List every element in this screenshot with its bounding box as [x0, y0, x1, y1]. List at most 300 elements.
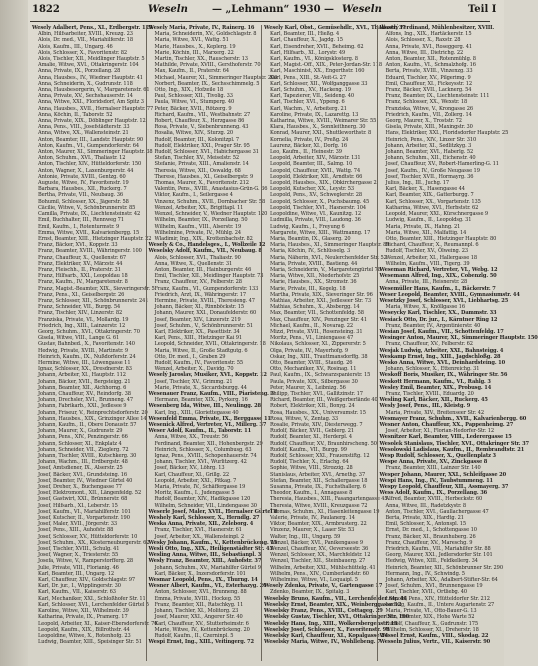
directory-entry-head: Wesenick Alfred, Vertreter, VI., Millerg. 37	[148, 422, 267, 428]
directory-entry: Rudolf, Kaufm., IV., Favoritenstr. 55	[154, 359, 243, 366]
directory-entry: Anna, Hausbesorgerin, V., Margaretenstr. 61	[38, 87, 150, 94]
directory-entry: Franz, Bäcker, XVI., Koppstr. 33	[38, 242, 118, 249]
directory-entry-head: Weskamp Ernst, Ing., XIII., Jagdschloßg. 28	[379, 353, 501, 360]
directory-entry: Ignaz, Schlosser, XX., Dresdnerstr. 83	[38, 366, 132, 373]
directory-entry: Georg, Schuhm., XVI., Ottakringerstr. 70	[38, 328, 140, 335]
directory-entry: Maria, Schneiderin, XV., Goldschlagstr. 8	[154, 31, 257, 38]
directory-entry: Wilhelmine, Witwe, VI., Loquaipl. 5	[270, 577, 358, 584]
directory-entry: Marie, Hausbes., X., Keplerg. 19	[154, 43, 236, 50]
directory-entry: Karl, Kaufm., VII., Kaiserstr. 63	[38, 589, 116, 596]
directory-entry-head: Wesemüller Hans, Kaufm., I., Bäckerstr. 7	[379, 285, 496, 292]
directory-entry: Wilhelm, Arbeiter, XXI., Mühlschüttelg. 41	[270, 564, 376, 571]
directory-entry: Hermine, Private, XVIII., Theresieng. 47	[154, 297, 255, 304]
directory-entry: Josef, Arbeiter, XI., Florian-Hedorfer-Str. 12	[385, 428, 495, 435]
directory-entry: Johann, Maurer, X., Gudrunstr. 29	[38, 428, 123, 435]
directory-entry: Karl, Tischler, XVI., Yppeng. 6	[270, 99, 345, 106]
directory-entry: Michael, Kaufm., II., Novarag. 22	[270, 322, 354, 329]
directory-entry: Friedrich, Arzt, IX., Währingerstr. 17	[154, 291, 247, 298]
directory-entry: Johann, Kaufm., II., Obere Donaustr. 57	[38, 422, 137, 428]
directory-entry: Maria, Witwe, XII., Malfattig. 14	[385, 229, 467, 236]
directory-entry: Alois, Schlosser, X., Raxstr. 28	[385, 37, 461, 44]
directory-entry: Franziska, Witwe, V., Krongasse 26	[385, 105, 473, 112]
directory-entry: Otto, Beamter, XVIII., Staudg. 26	[270, 359, 353, 366]
directory-entry: Josef, Bäcker, XVI., Grundsteing. 16	[38, 471, 127, 478]
directory-entry: Anna, Witwe, III., Dietrichg. 22	[385, 49, 464, 56]
directory-entry: Karl, Bäcker, X., Hasengasse 44	[385, 186, 465, 193]
directory-entry-head: Wesper Johann, Maurer, XXI., Schleifgasse 20	[379, 471, 507, 478]
directory-title: — „Lehmann“ 1930 —	[212, 4, 335, 15]
page-header	[0, 0, 504, 22]
directory-entry-head: Wesinger Anton, Maurer, XI., Simmeringer Hauptstr. 150	[379, 335, 538, 342]
directory-entry-head: Weselsky Josef, Schlosser, X., Favoritenstr. 98	[264, 626, 390, 633]
directory-entry: Anna, Schneiderin, X., Gudrunstr. 118	[38, 80, 133, 87]
directory-entry: Johann, Schuhm., XV., Mariahilfer Gürtel 9	[154, 564, 261, 571]
directory-entry-head: Weselsky Karl, Chauffeur, XI., Kopalgasse 24	[264, 632, 389, 639]
directory-entry: Franz, Fleischh., II., Praterstr. 31	[38, 266, 121, 273]
directory-entry: Josef, Chauffeur, XV., Robert-Hamerling-G. 11	[385, 161, 499, 168]
directory-entry-head: Wesely Karl, Obst., Gemüsehdlr., XVI., Thaliastr. 37	[264, 25, 406, 31]
directory-entry: Karl, Hilfsarb., XI., Lorystr. 49	[270, 49, 346, 56]
directory-entry: Rudolf, Chauffeur, X., Gudrunstr. 175	[385, 620, 479, 627]
directory-entry: Gustav, Bahnbed., X., Favoritenstr. 140	[38, 341, 135, 348]
directory-entry: Marie, Hausbes., XX., Stromstr. 36	[270, 279, 357, 286]
directory-entry: Friedrich, Ing., XIII., Lainzerstr. 12	[38, 322, 126, 329]
volume-part: Teil I	[468, 4, 497, 15]
directory-entry: Karl, Beamter, III., Ungarg. 12	[38, 570, 115, 577]
directory-entry: Franz, Beamter, XII., Ratschkyg. 11	[154, 601, 244, 608]
directory-entry: Richard, Chauffeur, X., Reumannpl. 6	[385, 242, 479, 249]
directory-entry: Josef, Bäcker, XV., Löhrg. 13	[154, 465, 225, 472]
directory-entry: Anna, Köchin, II., Taborstr. 52	[38, 111, 113, 118]
directory-entry: Leopold, Arbeiter, XIV., Märzstr. 131	[270, 155, 361, 162]
directory-entry: Maria, Witwe, XVI., Wattg. 51	[154, 37, 229, 44]
directory-entry: Johann, Chauffeur, XV., Reindorfg. 38	[38, 390, 131, 397]
directory-entry: Wenzel, Arbeiter, XI., Hallergasse 18	[385, 254, 477, 261]
directory-entry: Karl, Tischler, XVII., Ortliebg. 40	[385, 589, 468, 596]
directory-entry: Otto, Beamter, XIX., Hohe Warte 52	[385, 614, 475, 621]
directory-entry-head: Wesli Otto, Ing., XIX., Heiligenstädter Str. 43	[148, 546, 273, 553]
directory-entry: Karl, Chauffeur, XI., Grillg. 22	[154, 471, 229, 478]
directory-entry: Rudolf, Schlosser, XXI., Frauenstiftg. 12	[270, 453, 370, 460]
directory-entry: Konrad, Maurer, XXI., Shuttleworthstr. 8	[270, 130, 372, 137]
directory-entry: Franz, Beamter, IV., Argentinierstr. 40	[385, 322, 481, 329]
directory-entry: Josef, Schlosser, XV., Hütteldorferstr. 10	[38, 533, 138, 540]
directory-entry-head: Wesjak Ludwig, Arbeiter, XXI., Bahnsteigg. 4	[379, 347, 504, 354]
directory-entry: Anna, Private, IX., Porzellang. 28	[38, 68, 121, 75]
directory-entry: Martha, Private, XIX., Sieveringer Str. 96	[270, 291, 373, 298]
directory-entry: Leopold, Kutscher, XX., Leystr. 53	[270, 186, 355, 193]
directory-entry: Thomas, Maurer, X., Favoritenstr. 212	[154, 180, 249, 187]
directory-entry: Norbert, Beamter, IX., Sechsschimmelg. 5	[154, 80, 260, 87]
directory-entry: Hermann, Beamter, XIX., Pyrkerg. 16	[154, 397, 248, 404]
directory-entry: Marie, Köchin, III., Marxerg. 22	[154, 49, 234, 56]
directory-entry: Franz, Beamter, IX., Liechtensteinstr. 111	[385, 93, 490, 100]
directory-entry: Karoline, Witwe, XII., Wilhelmstr. 39	[38, 608, 129, 615]
directory-entry: Emil, Chauffeur, XI., Fickeysstr. 12	[385, 80, 472, 87]
directory-entry: Josef, Schuhm., XVI., Brunnengasse 19	[385, 583, 483, 590]
directory-entry: Leopold, Arbeiter, XI., Kaiser-Ebersdorferstr. 76	[38, 620, 158, 627]
directory-entry-head: Wesley Emil, Beamter, XIX., Probusg. 14	[379, 384, 492, 391]
directory-entry-head: Wessel Ernst, Kaufm., VIII., Skodag. 22	[379, 632, 489, 639]
directory-entry: Rosalia, Witwe, XIV., Sturzg. 20	[154, 130, 234, 137]
directory-entry: Maria, Hausbes., XI., Simmeringer Hauptstr. 89	[270, 242, 390, 249]
directory-entry: Walter, Ing., III., Ungarg. 59	[270, 533, 341, 540]
directory-entry: Karl, Pens., XIII., St.-Veit-G. 27	[270, 74, 346, 81]
directory-entry: Josef, Tischler, XVIII., Schulg. 41	[38, 546, 120, 553]
directory-entry: Amalie, Witwe, XVI., Ottakringerstr. 104	[38, 62, 139, 69]
directory-entry: Mathias, Schuhm., X., Absbergg. 14	[270, 304, 360, 311]
directory-entry: Ferdinand, Beamter, XII., Hohenbergstr. 29	[154, 440, 263, 447]
directory-entry: Anna, Private, III., Reisnerstr. 28	[385, 279, 468, 286]
directory-entry: Karl, Pens., XIII., Hietzinger Kai 91	[154, 335, 243, 342]
directory-entry: Ludwig, Kaufm., II., Untere Augartenstr. 27	[385, 601, 495, 608]
directory-entry: Wenzel, Bäcker, XVI., Panikengasse 9	[270, 539, 364, 546]
directory-entry: Paula, Private, XIX., Silbergasse 30	[270, 378, 358, 385]
directory-entry-head: Weskoff Boris, Musiker, IX., Währinger Str. 56	[379, 372, 508, 379]
directory-entry: Emil, Kaufm., I., Rotenturmstr. 9	[38, 223, 120, 230]
directory-entry: Johann, Arbeiter, XI., Sedlitzkyg. 3	[385, 142, 472, 149]
column-3	[261, 25, 410, 661]
directory-entry-head: Wespi Hans, Ing., IV., Taubstummeng. 11	[379, 477, 493, 484]
directory-entry: Anna, Witwe, XXI., Floridsdorf, Am Spitz 3	[38, 99, 144, 106]
directory-entry: Stanislaus, Arbeiter, XVI., Arnethg. 37	[270, 471, 366, 478]
directory-entry: Karl, Beamter, III., Hießg. 4	[270, 31, 340, 38]
directory-entry: Franz, Kaufm., IV., Margaretenstr. 8	[38, 279, 128, 286]
directory-entry: Emma, Private, XVIII., Hockeg. 55	[154, 595, 241, 602]
directory-entry: Josef, Wagner, X., Triesterstr. 55	[38, 552, 119, 559]
directory-entry: Katharina, Witwe, XVIII., Weimarer Str. 55	[270, 118, 377, 125]
directory-entry: Johann, Pens., XIV., Penzingerstr. 66	[38, 434, 128, 441]
directory-entry: Viktor, Kaufm., I., Seilergasse 4	[154, 192, 233, 199]
column-1	[30, 25, 158, 661]
directory-entry-head: Wesly Josef, Pens., III., Kleistg. 9	[379, 403, 471, 410]
directory-entry: Sophie, Witwe, VIII., Strozzig. 28	[270, 465, 353, 472]
directory-entry: Nikolaus, Schlosser, XI., Zippererstr. 5	[270, 341, 366, 348]
directory-entry: Josef, Maurer, XXI., Angerer Str. 40	[154, 614, 243, 621]
directory-entry: Karl, Eisendreher, XVII., Beheimg. 62	[270, 43, 364, 50]
directory-entry: Franz, Pens., XI., Geiselbergstr. 26	[38, 291, 125, 298]
directory-entry: Rosa, Witwe, V., Zentag. 33	[270, 415, 339, 422]
directory-entry: Theodor, Kaufm., I., Annagasse 8	[270, 490, 353, 497]
directory-entry: Johann, Tischler, XI., Molitorg. 23	[154, 608, 239, 615]
directory-entry: Moritz, Pens., VI., Liniengasse 47	[270, 335, 354, 342]
directory-entry: Rudolf, Bäcker, XVII., Geblerg. 21	[270, 428, 355, 435]
directory-entry: Johann, Schuhm., XII., Eichenstr. 40	[385, 155, 476, 162]
directory-entry: Franz, Beamter, XVIII., Währingerstr. 100	[38, 248, 142, 255]
column-2	[146, 25, 278, 661]
directory-entry: Moritz, Kaufm., I., Judengasse 5	[154, 490, 235, 497]
directory-entry: Franz, Tischler, XVIII., Eduardg. 20	[385, 390, 474, 397]
directory-entry: Hans, Elektriker, XXI., Floridsdorfer Hauptstr. 25	[385, 130, 509, 137]
directory-entry: Anton, Beamter, III., Hainburgerstr. 46	[154, 266, 252, 273]
directory-entry: Laurenz, Bäcker, XI., Dorfg. 16	[270, 142, 348, 149]
directory-entry-head: Weselý Jaroslav, Musiker, XVI., Koppstr. 12	[148, 372, 267, 379]
directory-entry: Franz, Hilfsarb., XXI., Leopoldau 18	[38, 273, 128, 280]
directory-entry: Katharina, Private, IX., Pramerg. 17	[38, 614, 128, 621]
directory-entry: Karl, Bäcker, X., Inzersdorferstr. 101	[154, 570, 246, 577]
directory-entry: Josef, Beamter, XIV., Linzerstr. 219	[154, 316, 241, 323]
directory-entry-head: Wesly Franz, Beamter, XIII., Auhofstr. 37	[148, 558, 262, 565]
directory-entry: Stefan, Tischler, XV., Meiselstr. 52	[154, 155, 240, 162]
directory-entry: Michael, Maurer, XI., Simmeringer Hauptstr. 200	[154, 74, 278, 81]
directory-entry: Rosa, Hausbes., XX., Universumstr. 15	[270, 409, 366, 416]
directory-entry: Leopoldine, Witwe, X., Rotenhofg. 23	[38, 632, 131, 639]
directory-entry-head: Weselsky Ernst, Beamter, XIX., Weinberggasse 12	[264, 601, 402, 608]
directory-entry: Maria, Köchin, IV., Schlüsselg. 3	[270, 248, 351, 255]
directory-entry: Josef, Tischler, XVII., Hormayrg. 36	[385, 173, 474, 180]
directory-entry: Camilla, Private, IX., Liechtensteinstr. 42	[38, 211, 141, 218]
directory-entry: Karl, Chauffeur, XV., Stutterheimstr. 6	[154, 620, 249, 627]
entry-columns	[30, 25, 538, 661]
directory-entry: Rudolf, Kaufm., VII., Burgg. 99	[270, 446, 347, 453]
directory-entry: Therese, Hausbes., XI., Geiselbergstr. 9	[154, 173, 254, 180]
directory-entry: Auguste, Witwe, IV., Favoritenstr. 19	[38, 180, 129, 187]
directory-entry: Franz, Tischler, XIV., Linzerstr. 82	[38, 310, 123, 317]
directory-entry: Josef, Hilfsarb., XI., Leberstr. 15	[38, 502, 118, 509]
directory-entry: Ernst, Dr. med., I., Schottengasse 10	[385, 527, 477, 534]
directory-entry-head: Weselý Ferdinand, Mühlenbesitzer, XVIII.	[379, 25, 495, 31]
directory-entry: Maria, Private, IV., Schäffergasse 19	[154, 484, 246, 491]
directory-entry-head: Wesely Adalbert, Pens., XI., Erdbergstr. 125	[32, 25, 153, 31]
directory-entry: Paula, Witwe, VI., Stumperg. 40	[154, 99, 235, 106]
directory-entry: Wenzel, Chauffeur, XV., Oeverseestr. 36	[270, 546, 369, 553]
directory-entry: Leo, Kaufm., II., Heinestr. 39	[270, 149, 342, 156]
directory-entry: Mathias, Arbeiter, XXI., Jedleseer Str. 73	[270, 297, 372, 304]
directory-entry: Maria, Witwe, II., Große Stadtgutg. 6	[154, 347, 248, 354]
directory-entry: Theresia, Witwe, XII., Oswaldg. 68	[154, 167, 241, 174]
directory-entry: Josef, Tischler, XV., Grimmg. 21	[154, 378, 233, 385]
directory-entry: Robert, Elektriker, XII., Bonyg. 24	[270, 403, 355, 410]
directory-entry: Johann, Hausbes., XIX., Grinzinger Allee 14	[38, 415, 147, 422]
directory-entry-head: Weselsky Adolf, Kaufm., VII., Neubaug. 8	[148, 248, 262, 255]
directory-entry: Leopoldine, Witwe, VI., Kaunitzg. 12	[270, 211, 361, 218]
directory-entry: Leopold, Schneider, XVII., Ottakringerstr. 18	[154, 341, 266, 348]
directory-entry-head: Wess Adolf, Kaufm., IX., Porzellang. 36	[379, 490, 488, 497]
directory-entry: Georg, Maurer, X., Troststr. 72	[385, 118, 462, 125]
directory-entry-head: Weshely Karl, Schlosser, X., Herndlg. 27	[148, 515, 260, 522]
directory-entry: Leopold, Pens., XIV., Hütteldorfer Str. 212	[385, 595, 490, 602]
directory-entry-head: Weselsky Bruno, Kaufm., VII., Lerchenfelder Str. 44	[264, 595, 408, 602]
directory-entry: Maria, Näherin, XVI., Neulerchenfelder Str. 52	[270, 254, 387, 261]
directory-entry: Anton, Tischler, XIV., Hütteldorferstr. 150	[38, 161, 142, 168]
directory-entry: Johann, Tischler, XVI., Wurlitzerg. 42	[154, 459, 247, 466]
directory-entry: Leopold, Schlosser, X., Puchsbaumg. 45	[270, 198, 370, 205]
directory-entry-head: Wesmar Leopold, Pens., IX., Thurng. 14	[148, 577, 258, 584]
directory-entry-head: Wesnitzer Karl, Beamter, VIII., Lederergasse 15	[379, 434, 512, 441]
directory-entry: Heinrich, Pens., XIV., Linzer Str. 310	[385, 136, 477, 143]
directory-entry: Josef, Pens., XIII., Auhofstr. 88	[38, 527, 114, 534]
directory-entry-head: Weseman Richard, Vertreter, VI., Webg. 12	[379, 266, 498, 273]
directory-entry: Susanna, Private, IX., Fuchsthallerg. 6	[270, 484, 366, 491]
page-gutter	[0, 0, 28, 666]
directory-entry: Leopold, Elektriker, XII., Arndtstr. 66	[270, 173, 363, 180]
directory-entry: Paul, Schlosser, XII., Tivolig. 33	[154, 93, 233, 100]
directory-entry: Leopold, Arbeiter, XXI., Pitkag. 7	[154, 477, 237, 484]
directory-entry: Katharina, Witwe, XVI., Herbststr. 62	[385, 204, 479, 211]
directory-entry-head: Wesolowski Ladislaus, Kaufm., II., Rembrandtstr. 21	[379, 446, 525, 453]
directory-entry: Anton, Schuhm., XVI., Thaliastr. 12	[38, 155, 126, 162]
directory-entry: Johann, Beamter, XVI., Haberlg. 52	[385, 149, 474, 156]
directory-entry-head: Wesemann Alfred, Ing., XIX., Cobenzlg. 50	[379, 273, 497, 280]
directory-entry: Olga, Private, IV., Mayerhofg. 9	[270, 347, 349, 354]
directory-entry-head: Wesenauer Franz, Kaufm., VIII., Piaristeng. 3	[148, 390, 274, 397]
directory-entry: Leopold, Hausbes., XIX., Obkirchergasse 2	[270, 180, 377, 187]
directory-entry: Rudolf, Beamter, XI., Herderpl. 4	[270, 434, 352, 441]
column-4	[377, 25, 538, 661]
directory-entry-head: Wespe Anna, Private, XV., Zinckgasse 8	[379, 459, 488, 466]
directory-entry: Albin, Hilfsarbeiter, XVIII., Kreuzg. 23	[38, 31, 133, 38]
directory-entry: Mathilde, Private, XVIII., Gersthoferstr. 70	[154, 62, 261, 69]
directory-entry: Wilhelm, Beamter, IX., Porzellang. 50	[154, 217, 248, 224]
header-rule	[30, 21, 490, 22]
directory-entry: Rudolf, Elektriker, XXI., Prager Str. 95	[154, 142, 250, 149]
directory-entry: Anna, Pens., VIII., Josefstädterstr. 33	[38, 124, 130, 131]
directory-entry: Johann, Arbeiter, XI., Hauptstr. 112	[38, 372, 126, 379]
directory-entry: Kornelia, Private, IV., Preßg. 24	[270, 136, 349, 143]
directory-entry: Wilhelm, Schneider, VII., Lindengasse 30	[154, 502, 257, 509]
directory-entry: Anton, Tischler, XVI., Gaullachergasse 47	[385, 508, 489, 515]
directory-entry: Johann, Schlosser, X., Ettenreichg. 31	[385, 366, 480, 373]
directory-entry: Ignaz, Pens., XVIII., Schopenhauerstr. 74	[154, 453, 257, 460]
directory-entry: Johann, Drechsler, XVI., Brunneng. 47	[38, 397, 134, 404]
directory-entry: Karl, Maschinist, XX., Engerthstr. 160	[270, 68, 365, 75]
directory-entry: Wilhelmine, Private, IV., Mühlg. 24	[154, 229, 242, 236]
directory-entry: Gisela, Private, XIII., Maxingstr. 30	[385, 124, 473, 131]
directory-entry-head: Wespi Ernst, Ing., XIII., Veitingerg. 72	[148, 639, 254, 646]
directory-entry: Leopold, Beamter, III., Salmg. 10	[270, 161, 353, 168]
directory-entry: Anna, Private, XVI., Roseggerg. 41	[385, 43, 472, 50]
directory-entry-head: Wesiack Otto, Dr. jur., I., Kärntner Ring 12	[379, 316, 498, 323]
directory-entry-head: Wesp Rudolf, Schlosser, X., Quellenplatz 3	[379, 453, 496, 460]
running-head-right: Weseln	[342, 4, 382, 15]
directory-entry: Josef, Kaufm., IV., Große Neugasse 19	[385, 167, 480, 174]
directory-entry-head: Wesenberg Ida, Witwe, III., Neulingg. 28	[148, 403, 261, 410]
directory-entry: Hermann, Ing., IV., Schwindg. 5	[385, 570, 465, 577]
directory-entry: Klara, Hausbes., X., Sonnleithnerg. 30	[270, 124, 366, 131]
directory-entry: Karl, Magist.-Off., XIX., Peter-Jordan-Str. 118	[270, 62, 382, 69]
directory-entry-head: Weselsky Maria, Witwe, IV., Wohllebeng. 7	[264, 639, 381, 646]
directory-entry: Wladimir, Ing., XIX., Krottenbachstr. 82	[154, 235, 253, 242]
directory-entry: Johann, Arbeiter, XX., Adalbert-Stifter-Str. 64	[385, 577, 498, 584]
directory-entry: Margarete, Witwe, XIII., Wattmanng. 17	[270, 229, 371, 236]
directory-entry: Ludwig, Beamter, XIII., Speisinger Str. 51	[38, 639, 142, 646]
directory-entry: Rudolf, Chauffeur, XV., Braunhirscheng. 50	[270, 440, 377, 447]
directory-entry-head: Weser Leopold, Beamter, XVIII., Gymnasiumstr. 44	[379, 291, 520, 298]
directory-entry: Rudolf, Beamter, XIV., Hadikgasse 120	[154, 496, 251, 503]
directory-entry: Bohumil, Schlosser, XX., Jägerstr. 58	[38, 198, 129, 205]
directory-entry: Franz, Elektriker, XV., Märzstr. 44	[38, 260, 123, 267]
directory-entry: Maria, Private, XVIII., Bastieng. 44	[270, 260, 358, 267]
directory-entry-head: Wesky Johann, Kaufm., V., Kettenbrückeng. 15	[148, 539, 278, 546]
directory-entry: Anna, Private, XV., Sechshauserstr. 14	[38, 93, 133, 100]
directory-entry: Barbara, Hausbes., XII., Ruckerg. 7	[38, 186, 127, 193]
directory-entry: Zdenko, Beamter, IX., Spitalg. 3	[270, 589, 350, 596]
directory-entry-head: Wesetzky Josef, Schlosser, XVI., Liebhartsg. 25	[379, 297, 509, 304]
directory-entry: Franz, Tischler, XVI., Hasnerstr. 61	[154, 527, 242, 534]
directory-entry: Marie, Private, III., Kegelg. 18	[270, 285, 346, 292]
directory-entry: Max, Beamter, VII., Schottenfeldg. 58	[270, 310, 364, 317]
directory-entry: Anton, Maurer, XI., Simmeringer Hauptstr. 38	[38, 149, 153, 156]
directory-entry: Alois, Tischler, XII., Meidlinger Hauptstr. 5	[38, 56, 145, 63]
directory-entry: Johann, Beamter, XII., Aichhorng. 6	[38, 384, 127, 391]
directory-entry: Franz, Chauffeur, XV., Felberstr. 62	[385, 341, 473, 348]
directory-entry: Karl, Chauffeur, X., Jagdg. 15	[270, 37, 343, 44]
directory-entry: Otto, Beamter, XIII., Hietzinger Hauptstr. 80	[385, 235, 497, 242]
directory-entry: Karoline, Private, IX., Lazarettg. 13	[270, 111, 359, 118]
directory-entry: Maria, Schneiderin, V., Margaretengürtel 78	[270, 266, 381, 273]
directory-entry: Anton, Kaufm., VI., Gumpendorferstr. 64	[38, 142, 140, 149]
directory-entry: Otto, Dr. med., I., Graben 29	[154, 353, 226, 360]
directory-entry: Julie, Private, VIII., Florianig. 46	[38, 564, 119, 571]
directory-entry: Karl, Schlosser, XVI., Lerchenfelder Gürtel 5	[38, 601, 149, 608]
directory-entry: Stefanie, Private, XIII., Amalienstr. 14	[154, 161, 249, 168]
directory-entry: Theresia, Witwe, XVIII., Kreuzgasse 72	[270, 502, 368, 509]
directory-entry: Valentin, Pens., XVIII., Anastasius-Grün-G. 36	[154, 186, 268, 193]
directory-entry: Josef, Beamter, IV., Wiedner Gürtel 40	[38, 477, 133, 484]
directory-entry: Karl, Schlosser, XX., Vorgartenstr. 135	[385, 198, 481, 205]
directory-entry: Anton, Kaufm., VI., Schmalzhofg. 16	[385, 62, 476, 69]
directory-entry: Anna, Hausbes., IV., Wiedner Hauptstr. 41	[38, 74, 143, 81]
directory-entry: Anna, Witwe, XX., Wallensteinstr. 21	[38, 130, 129, 137]
directory-entry: Alfred, Beamter, XVIII., Herbeckstr. 60	[385, 496, 483, 503]
directory-entry: Marie, Private, X., Siccardsburgg. 44	[154, 384, 247, 391]
directory-entry: Josef, Maler, XVII., Jörgerstr. 33	[38, 521, 117, 528]
directory-entry-head: Weselsky Hans, Ing., XIII., Wolkersbergenstr. 18	[264, 620, 398, 627]
directory-entry: Valerie, Private, IV., Paulanerg. 14	[270, 515, 355, 522]
directory-entry: Antonie, Private, XVIII., Gentzg. 60	[38, 173, 126, 180]
directory-entry-head: Wesko Anna, Witwe, XVI., Deinhardsteing. 10	[379, 359, 506, 366]
directory-entry: Johann, Bäcker, XVII., Bergsteigg. 21	[38, 378, 131, 385]
directory-entry: Eduard, Tischler, XV., Pilgerimg. 9	[385, 74, 471, 81]
directory-entry: Franz, Chauffeur, XV., Mareschg. 9	[385, 539, 473, 546]
directory-entry: Rudolf, Schlosser, XVI., Habichergasse 31	[154, 149, 259, 156]
directory-entry: Karl, Chauffeur, XIV., Goldschlagstr. 97	[38, 577, 136, 584]
directory-entry-head: Wesely Zdenka, Private, V., Gartengasse 17	[264, 583, 383, 590]
running-head-left: Weseln	[148, 4, 188, 15]
directory-entry: Max, Kaufm., II., Praterstr. 64	[154, 68, 229, 75]
directory-entry: Johann, Bäcker, XI., Rinnböckstr. 15	[154, 304, 245, 311]
directory-entry: Ludwig, Kaufm., II., Leopoldsg. 31	[385, 217, 472, 224]
directory-entry: Karl, Beamter, XIX., Gatterburgg. 7	[385, 192, 474, 199]
directory-entry: Hedwig, Witwe, XIII., Feldkellerg. 34	[385, 558, 478, 565]
directory-entry-head: Wesolek Stanislaus, Tischler, XVI., Ottakringer Str. 37	[379, 440, 529, 447]
directory-entry-head: Wesner Anton, Chauffeur, XX., Pappenheimg. 27	[379, 422, 514, 428]
directory-entry-head: Wesling Karl, Bäcker, XII., Ruckerg. 45	[379, 397, 488, 404]
directory-entry: Peter, Bäcker, XVII., Rötzerg. 9	[154, 105, 232, 112]
directory-entry-head: Wesner Albert, Kaufm., VI., Esterhazyg. 26	[148, 583, 267, 590]
directory-entry: Leopold, Kaufm., XIX., Billrothstr. 44	[38, 626, 130, 633]
directory-entry: Anton, Beamter, XII., Rotenmühlg. 8	[385, 56, 476, 63]
directory-entry: Josef, Amtsdiener, IX., Alserstr. 25	[38, 465, 123, 472]
directory-entry: Wilhelm, Pens., XIV., Cumberlandstr. 60	[270, 570, 369, 577]
directory-entry: Georg, Maurer, XXI., Jedlersdorfer Str. 101	[385, 552, 493, 559]
directory-entry: Bertha, Private, VII., Neubaug. 36	[38, 192, 123, 199]
directory-entry: Theresia, Hausbes., XIII., Fasangartengasse 45	[270, 496, 388, 503]
directory-entry: Maria, Witwe, X., Knöllgasse 16	[385, 304, 465, 311]
directory-entry: Franz, Magist.-Beamter, XIX., Sieveringerstr. 5	[38, 285, 155, 292]
directory-entry: Emil, Tischler, XII., Meidlinger Hauptstr. 73	[154, 273, 264, 280]
directory-entry: Franz, Chauffeur, X., Quellenstr. 67	[38, 254, 127, 261]
directory-entry: Anton, Beamter, III., Landstr. Hauptstr. 90	[38, 136, 144, 143]
directory-entry: Ludwig, Kaufm., I., Freyung 6	[270, 223, 345, 230]
directory-entry: Alfons, Ing., XIX., Hartäckerstr. 15	[385, 31, 472, 38]
directory-entry: Wenzel, Schneider, V., Wiedner Hauptstr. 120	[154, 211, 268, 218]
directory-entry: Franz, Schneider, VII., Burgg. 54	[38, 304, 121, 311]
directory-entry: Friedrich, Kaufm., VII., Mariahilfer Str. 88	[385, 546, 491, 553]
directory-entry: Emil, Schlosser, X., Antonspl. 15	[385, 521, 466, 528]
directory-entry: Franziska, Private, VI., Mollardg. 19	[38, 316, 129, 323]
directory-entry: Alois, Schlosser, X., Favoritenstr. 82	[38, 49, 128, 56]
